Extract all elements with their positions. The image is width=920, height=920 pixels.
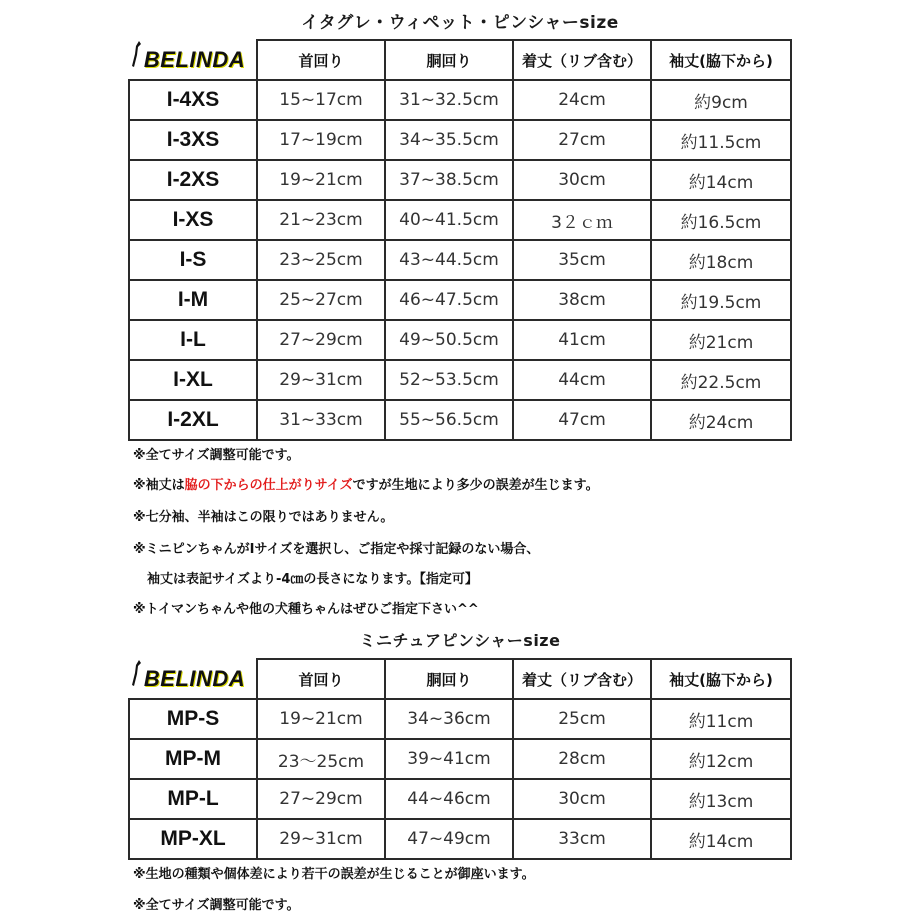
- header-sleeve: 袖丈(脇下から): [651, 659, 791, 699]
- table-row: [129, 739, 791, 779]
- size-label: I-M: [129, 280, 257, 320]
- section1-title: イタグレ・ウィペット・ピンシャーsize: [301, 13, 619, 33]
- size-label: I-2XL: [129, 400, 257, 440]
- neck-value: 19~21cm: [257, 699, 385, 739]
- table-row: [129, 280, 791, 320]
- header-chest: 胴回り: [385, 659, 513, 699]
- neck-value: 25~27cm: [257, 280, 385, 320]
- length-value: 28cm: [513, 739, 651, 779]
- neck-value: 29~31cm: [257, 360, 385, 400]
- table-row: [129, 200, 791, 240]
- miniature-pinscher-size-table: [128, 658, 792, 860]
- sleeve-value: 約24cm: [651, 400, 791, 440]
- chest-value: 31~32.5cm: [385, 80, 513, 120]
- note-sleeve-length: [133, 474, 599, 493]
- sleeve-value: 約14cm: [651, 160, 791, 200]
- table-row: [129, 80, 791, 120]
- size-label: I-S: [129, 240, 257, 280]
- header-length: 着丈（リブ含む）: [513, 659, 651, 699]
- note-adjustable-2: ※全てサイズ調整可能です。: [133, 898, 300, 913]
- note-fabric-variance: ※生地の種類や個体差により若干の誤差が生じることが御座います。: [133, 867, 535, 882]
- length-value: 38cm: [513, 280, 651, 320]
- length-value: 35cm: [513, 240, 651, 280]
- header-sleeve: 袖丈(脇下から): [651, 40, 791, 80]
- note-text: ですが生地により多少の誤差が生じます。: [352, 478, 599, 493]
- chest-value: 39~41cm: [385, 739, 513, 779]
- section2-title: ミニチュアピンシャーsize: [359, 631, 561, 650]
- neck-value: 19~21cm: [257, 160, 385, 200]
- note-short-sleeve: ※七分袖、半袖はこの限りではありません。: [133, 510, 394, 525]
- size-label: MP-S: [129, 699, 257, 739]
- note-adjustable: ※全てサイズ調整可能です。: [133, 448, 300, 463]
- neck-value: 31~33cm: [257, 400, 385, 440]
- table-row: [129, 120, 791, 160]
- size-label: I-XS: [129, 200, 257, 240]
- chest-value: 47~49cm: [385, 819, 513, 859]
- chest-value: 44~46cm: [385, 779, 513, 819]
- table-row: [129, 779, 791, 819]
- table-row: [129, 240, 791, 280]
- sleeve-value: 約18cm: [651, 240, 791, 280]
- neck-value: 27~29cm: [257, 320, 385, 360]
- size-label: I-XL: [129, 360, 257, 400]
- italian-greyhound-size-table: [128, 39, 792, 441]
- logo-text: BELINDA: [143, 665, 246, 691]
- chest-value: 40~41.5cm: [385, 200, 513, 240]
- header-row: [129, 659, 791, 699]
- header-chest: 胴回り: [385, 40, 513, 80]
- chest-value: 52~53.5cm: [385, 360, 513, 400]
- size-label: MP-L: [129, 779, 257, 819]
- neck-value: 23~25cm: [257, 240, 385, 280]
- note-highlight: 脇の下からの仕上がりサイズ: [184, 478, 353, 493]
- chest-value: 34~36cm: [385, 699, 513, 739]
- sleeve-value: 約16.5cm: [651, 200, 791, 240]
- sleeve-value: 約14cm: [651, 819, 791, 859]
- sleeve-value: 約11cm: [651, 699, 791, 739]
- length-value: 27cm: [513, 120, 651, 160]
- length-value: 47cm: [513, 400, 651, 440]
- length-value: 30cm: [513, 160, 651, 200]
- dog-silhouette-icon: [132, 660, 142, 686]
- note-minipin-sleeve: 袖丈は表記サイズより-4㎝の長さになります。【指定可】: [147, 572, 478, 587]
- size-label: MP-M: [129, 739, 257, 779]
- length-value: 33cm: [513, 819, 651, 859]
- table-row: [129, 699, 791, 739]
- sleeve-value: 約12cm: [651, 739, 791, 779]
- chest-value: 49~50.5cm: [385, 320, 513, 360]
- sleeve-value: 約13cm: [651, 779, 791, 819]
- sleeve-value: 約11.5cm: [651, 120, 791, 160]
- sleeve-value: 約9cm: [651, 80, 791, 120]
- chest-value: 34~35.5cm: [385, 120, 513, 160]
- length-value: 3２ｃｍ: [513, 200, 651, 240]
- length-value: 44cm: [513, 360, 651, 400]
- table-row: [129, 819, 791, 859]
- brand-logo: [129, 40, 257, 80]
- length-value: 24cm: [513, 80, 651, 120]
- size-label: I-4XS: [129, 80, 257, 120]
- table-row: [129, 360, 791, 400]
- sleeve-value: 約19.5cm: [651, 280, 791, 320]
- size-label: I-3XS: [129, 120, 257, 160]
- table-row: [129, 160, 791, 200]
- chest-value: 43~44.5cm: [385, 240, 513, 280]
- chest-value: 55~56.5cm: [385, 400, 513, 440]
- sleeve-value: 約21cm: [651, 320, 791, 360]
- neck-value: 23〜25cm: [257, 739, 385, 779]
- header-length: 着丈（リブ含む）: [513, 40, 651, 80]
- length-value: 25cm: [513, 699, 651, 739]
- chest-value: 37~38.5cm: [385, 160, 513, 200]
- sleeve-value: 約22.5cm: [651, 360, 791, 400]
- size-label: MP-XL: [129, 819, 257, 859]
- note-other-breeds: ※トイマンちゃんや他の犬種ちゃんはぜひご指定下さい^^: [133, 602, 479, 617]
- header-neck: 首回り: [257, 40, 385, 80]
- length-value: 41cm: [513, 320, 651, 360]
- neck-value: 27~29cm: [257, 779, 385, 819]
- neck-value: 15~17cm: [257, 80, 385, 120]
- header-neck: 首回り: [257, 659, 385, 699]
- table-row: [129, 400, 791, 440]
- neck-value: 17~19cm: [257, 120, 385, 160]
- size-label: I-2XS: [129, 160, 257, 200]
- brand-logo: [129, 659, 257, 699]
- neck-value: 29~31cm: [257, 819, 385, 859]
- header-row: [129, 40, 791, 80]
- length-value: 30cm: [513, 779, 651, 819]
- logo-text: BELINDA: [143, 46, 246, 72]
- note-minipin: ※ミニピンちゃんがIサイズを選択し、ご指定や採寸記録のない場合、: [133, 542, 540, 557]
- table-row: [129, 320, 791, 360]
- dog-silhouette-icon: [132, 41, 142, 67]
- chest-value: 46~47.5cm: [385, 280, 513, 320]
- size-label: I-L: [129, 320, 257, 360]
- neck-value: 21~23cm: [257, 200, 385, 240]
- note-text: ※袖丈は: [133, 478, 185, 493]
